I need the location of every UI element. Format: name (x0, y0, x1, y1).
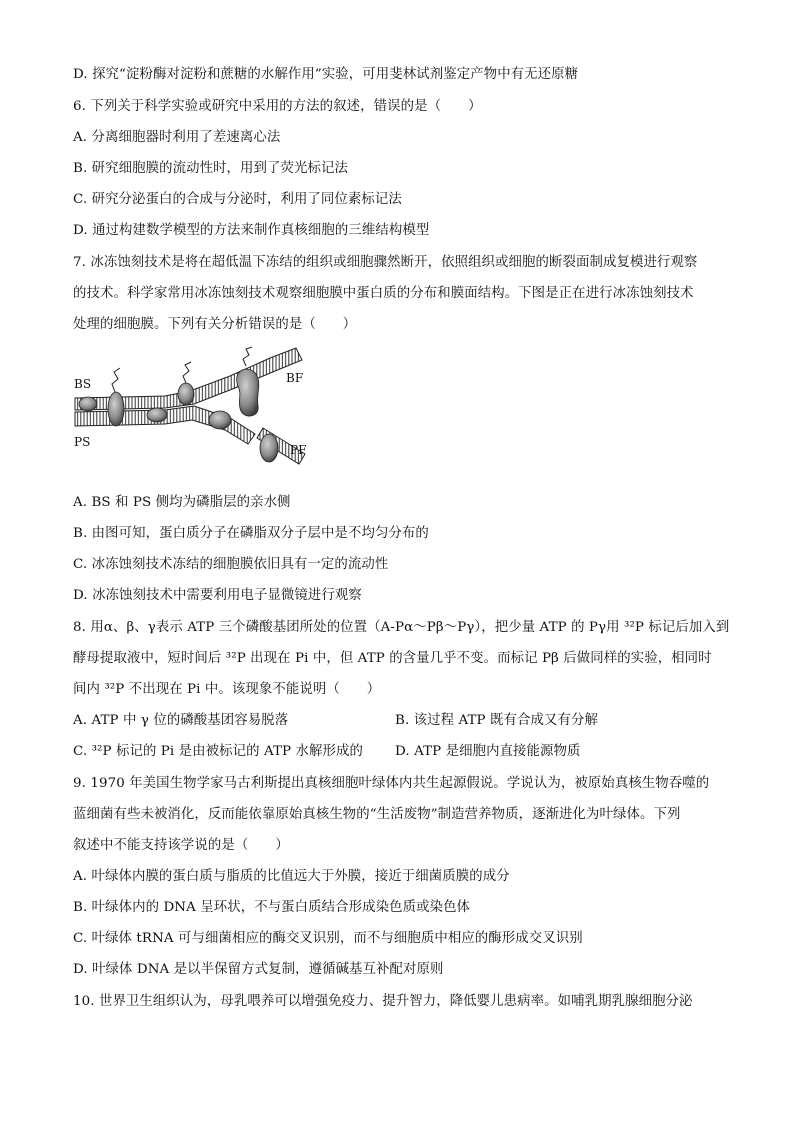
q9-option-d: D. 叶绿体 DNA 是以半保留方式复制，遵循碱基互补配对原则 (73, 962, 444, 977)
q9-stem-line-1: 9. 1970 年美国生物学家马古利斯提出真核细胞叶绿体内共生起源假说。学说认为，被原始真核生物吞噬的 (73, 776, 710, 791)
q6-option-d: D. 通过构建数学模型的方法来制作真核细胞的三维结构模型 (73, 223, 430, 238)
q8-stem-line-3: 间内 ³²P 不出现在 Pi 中。该现象不能说明（ ） (73, 682, 381, 697)
q7-option-b: B. 由图可知，蛋白质分子在磷脂双分子层中是不均匀分布的 (73, 526, 429, 541)
q9-stem-line-3: 叙述中不能支持该学说的是（ ） (73, 838, 289, 853)
q8-option-d: D. ATP 是细胞内直接能源物质 (395, 744, 581, 759)
protein-particle (260, 434, 278, 462)
label-bf: BF (286, 371, 304, 385)
protein-particle (209, 411, 231, 429)
q6-option-b: B. 研究细胞膜的流动性时，用到了荧光标记法 (73, 161, 348, 176)
label-bs: BS (74, 377, 92, 391)
q9-option-c: C. 叶绿体 tRNA 可与细菌相应的酶交叉识别，而不与细胞质中相应的酶形成交叉识别 (73, 931, 583, 946)
q8-option-b: B. 该过程 ATP 既有合成又有分解 (395, 713, 598, 728)
freeze-etch-membrane-figure (70, 346, 320, 486)
q9-stem-line-2: 蓝细菌有些未被消化，反而能依靠原始真核生物的“生活废物”制造营养物质，逐渐进化为叶绿体。下列 (73, 807, 681, 822)
protein-particle (79, 397, 97, 411)
protein-particle (147, 408, 167, 422)
q7-stem-line-1: 7. 冰冻蚀刻技术是将在超低温下冻结的组织或细胞骤然断开，依照组织或细胞的断裂面制成复模进行观察 (73, 255, 698, 270)
q8-option-a: A. ATP 中 γ 位的磷酸基团容易脱落 (73, 713, 289, 728)
q8-option-c: C. ³²P 标记的 Pi 是由被标记的 ATP 水解形成的 (73, 744, 363, 759)
q7-option-c: C. 冰冻蚀刻技术冻结的细胞膜依旧具有一定的流动性 (73, 557, 389, 572)
q9-option-a: A. 叶绿体内膜的蛋白质与脂质的比值远大于外膜，接近于细菌质膜的成分 (73, 869, 510, 884)
label-pf: PF (290, 443, 307, 457)
q5-option-d: D. 探究“淀粉酶对淀粉和蔗糖的水解作用”实验，可用斐林试剂鉴定产物中有无还原糖 (73, 67, 579, 82)
q9-option-b: B. 叶绿体内的 DNA 呈环状，不与蛋白质结合形成染色质或染色体 (73, 900, 471, 915)
protein-particle (108, 392, 124, 426)
q6-option-c: C. 研究分泌蛋白的合成与分泌时，利用了同位素标记法 (73, 192, 402, 207)
label-ps: PS (74, 435, 91, 449)
q8-stem-line-2: 酵母提取液中，短时间后 ³²P 出现在 Pi 中，但 ATP 的含量几乎不变。而标记 Pβ 后做同样的实验，相同时 (73, 651, 712, 666)
q7-stem-line-2: 的技术。科学家常用冰冻蚀刻技术观察细胞膜中蛋白质的分布和膜面结构。下图是正在进行冰冻蚀刻技术 (73, 286, 694, 301)
glycan-chain (112, 368, 120, 392)
q8-stem-line-1: 8. 用α、β、γ表示 ATP 三个磷酸基团所处的位置（A-Pα～Pβ～Pγ），把少量 ATP 的 Pγ用 ³²P 标记后加入到 (73, 620, 730, 635)
q7-option-d: D. 冰冻蚀刻技术中需要利用电子显微镜进行观察 (73, 588, 362, 603)
q7-option-a: A. BS 和 PS 侧均为磷脂层的亲水侧 (73, 495, 291, 510)
q10-stem-line-1: 10. 世界卫生组织认为，母乳喂养可以增强免疫力、提升智力，降低婴儿患病率。如哺乳期乳腺细胞分泌 (73, 994, 693, 1009)
q6-stem: 6. 下列关于科学实验或研究中采用的方法的叙述，错误的是（ ） (73, 99, 482, 114)
glycan-chain (183, 362, 191, 383)
q6-option-a: A. 分离细胞器时利用了差速离心法 (73, 130, 281, 145)
protein-particle (178, 383, 194, 405)
glycan-chain (243, 347, 252, 366)
q7-stem-line-3: 处理的细胞膜。下列有关分析错误的是（ ） (73, 317, 357, 332)
protein-particle (237, 369, 259, 416)
